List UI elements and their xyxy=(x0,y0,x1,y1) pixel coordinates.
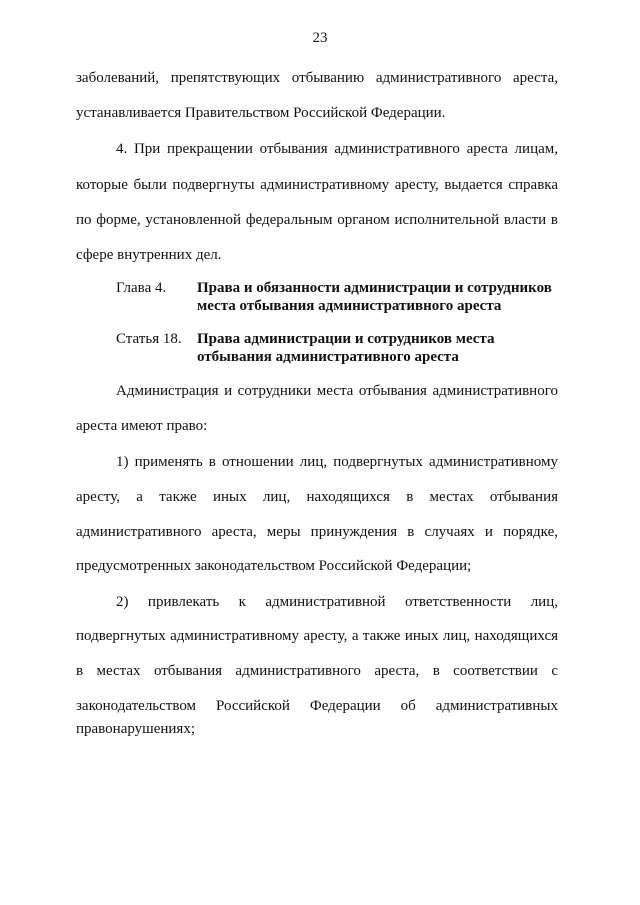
text-line: 4. При прекращении отбывания административного ареста лицам, xyxy=(116,141,558,157)
text-line: подвергнутых административному аресту, а также иных лиц, находящихся xyxy=(76,628,558,644)
text-line: правонарушениях; xyxy=(76,721,195,737)
text-line: которые были подвергнуты административному аресту, выдается справка xyxy=(76,177,558,193)
article-title-line: Права администрации и сотрудников места xyxy=(197,331,495,347)
chapter-label: Глава 4. xyxy=(116,280,167,296)
article-label: Статья 18. xyxy=(116,331,182,347)
text-line: сфере внутренних дел. xyxy=(76,247,222,263)
chapter-title-line: места отбывания административного ареста xyxy=(197,298,502,314)
text-line: административного ареста, меры принуждения в случаях и порядке, xyxy=(76,524,558,540)
page-number: 23 xyxy=(312,30,328,46)
text-line: 1) применять в отношении лиц, подвергнутых административному xyxy=(116,454,558,470)
text-line: предусмотренных законодательством Российской Федерации; xyxy=(76,558,472,574)
text-line: заболеваний, препятствующих отбыванию административного ареста, xyxy=(76,70,558,86)
text-line: устанавливается Правительством Российской Федерации. xyxy=(76,105,446,121)
chapter-title-line: Права и обязанности администрации и сотрудников xyxy=(197,280,552,296)
text-line: аресту, а также иных лиц, находящихся в местах отбывания xyxy=(76,489,558,505)
text-line: в местах отбывания административного ареста, в соответствии с xyxy=(76,663,558,679)
article-title-line: отбывания административного ареста xyxy=(197,349,459,365)
text-line: законодательством Российской Федерации об административных xyxy=(76,698,558,714)
text-line: по форме, установленной федеральным органом исполнительной власти в xyxy=(76,212,558,228)
text-line: 2) привлекать к административной ответственности лиц, xyxy=(116,594,558,610)
text-line: ареста имеют право: xyxy=(76,418,208,434)
text-line: Администрация и сотрудники места отбывания административного xyxy=(116,383,558,399)
